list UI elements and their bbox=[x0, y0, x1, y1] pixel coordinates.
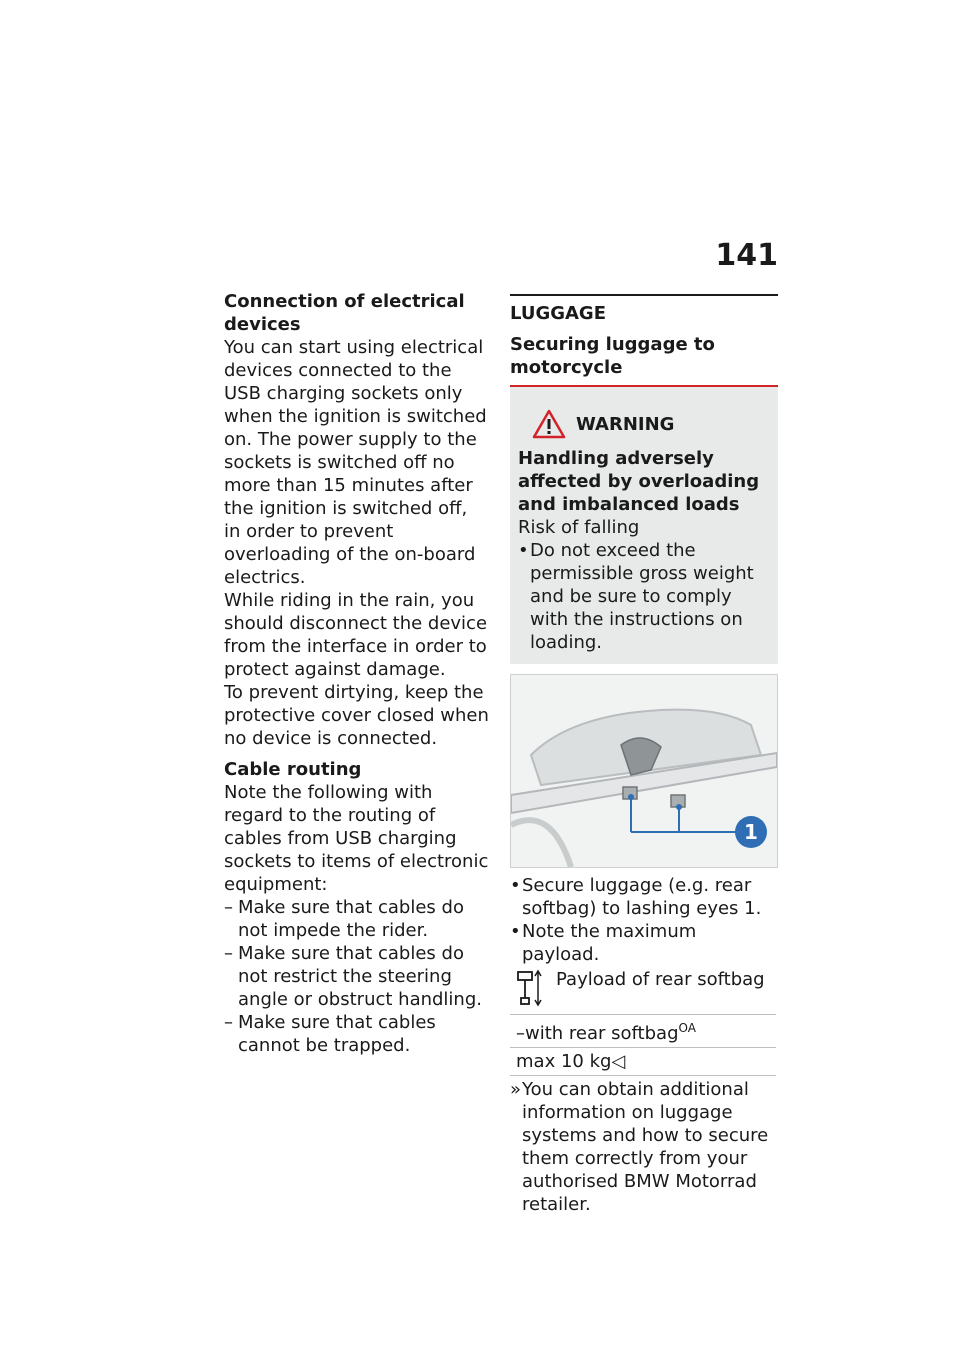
payload-value: max 10 kg◁ bbox=[516, 1051, 626, 1072]
payload-table bbox=[510, 966, 776, 1076]
page-number: 141 bbox=[715, 238, 778, 273]
list-item: • Secure luggage (e.g. rear softbag) to lashing eyes 1. bbox=[510, 874, 778, 920]
list-item: – Make sure that cables do not impede the rider. bbox=[224, 896, 489, 942]
warning-header bbox=[532, 409, 770, 439]
warning-label: WARNING bbox=[576, 413, 675, 435]
warning-risk: Risk of falling bbox=[518, 517, 640, 538]
list-item: • Do not exceed the permissible gross weight and be sure to comply with the instructions on loading. bbox=[518, 539, 770, 654]
payload-condition-sup: OA bbox=[678, 1021, 696, 1035]
note-text: You can obtain additional information on luggage systems and how to secure them correctly from your authorised BMW Motorrad retailer. bbox=[522, 1079, 769, 1215]
payload-title: Payload of rear softbag bbox=[556, 969, 765, 990]
warning-box bbox=[510, 387, 778, 664]
paragraph: You can start using electrical devices connected to the USB charging sockets only when the ignition is switched on. The power supply to the sockets is switched off no more than 15 minutes after the ignition is switched off, in order to prevent overloading of the on-board electrics. bbox=[224, 337, 487, 588]
left-column bbox=[224, 290, 489, 1057]
list-item: – Make sure that cables cannot be trapped. bbox=[224, 1011, 489, 1057]
instruction-list bbox=[510, 874, 778, 966]
right-column bbox=[510, 294, 778, 1216]
chapter-title: LUGGAGE bbox=[510, 303, 606, 324]
paragraph: To prevent dirtying, keep the protective cover closed when no device is connected. bbox=[224, 682, 489, 749]
payload-title-cell bbox=[510, 966, 776, 1015]
note-marker: » bbox=[510, 1079, 522, 1100]
luggage-illustration bbox=[511, 675, 777, 867]
warning-triangle-icon bbox=[532, 409, 566, 439]
payload-condition: –with rear softbag bbox=[516, 1023, 679, 1044]
section-title-cable-routing: Cable routing bbox=[224, 759, 362, 780]
luggage-figure bbox=[510, 674, 778, 868]
section-title-electrical: Connection of electrical devices bbox=[224, 291, 465, 335]
chapter-rule bbox=[510, 294, 778, 325]
section-title-luggage: Securing luggage to motorcycle bbox=[510, 333, 778, 387]
paragraph: While riding in the rain, you should disconnect the device from the interface in order to protect against damage. bbox=[224, 590, 488, 680]
payload-value-cell bbox=[510, 1048, 776, 1076]
list-item: – Make sure that cables do not restrict the steering angle or obstruct handling. bbox=[224, 942, 489, 1011]
list-item: • Note the maximum payload. bbox=[510, 920, 778, 966]
warning-heading: Handling adversely affected by overloading and imbalanced loads bbox=[518, 448, 760, 515]
note-item bbox=[510, 1078, 778, 1216]
payload-condition-cell bbox=[510, 1015, 776, 1048]
paragraph: Note the following with regard to the routing of cables from USB charging sockets to items of electronic equipment: bbox=[224, 782, 489, 895]
payload-weight-icon bbox=[516, 968, 542, 1008]
callout-number: 1 bbox=[744, 820, 758, 844]
warning-list bbox=[518, 539, 770, 654]
dash-list bbox=[224, 896, 489, 1057]
